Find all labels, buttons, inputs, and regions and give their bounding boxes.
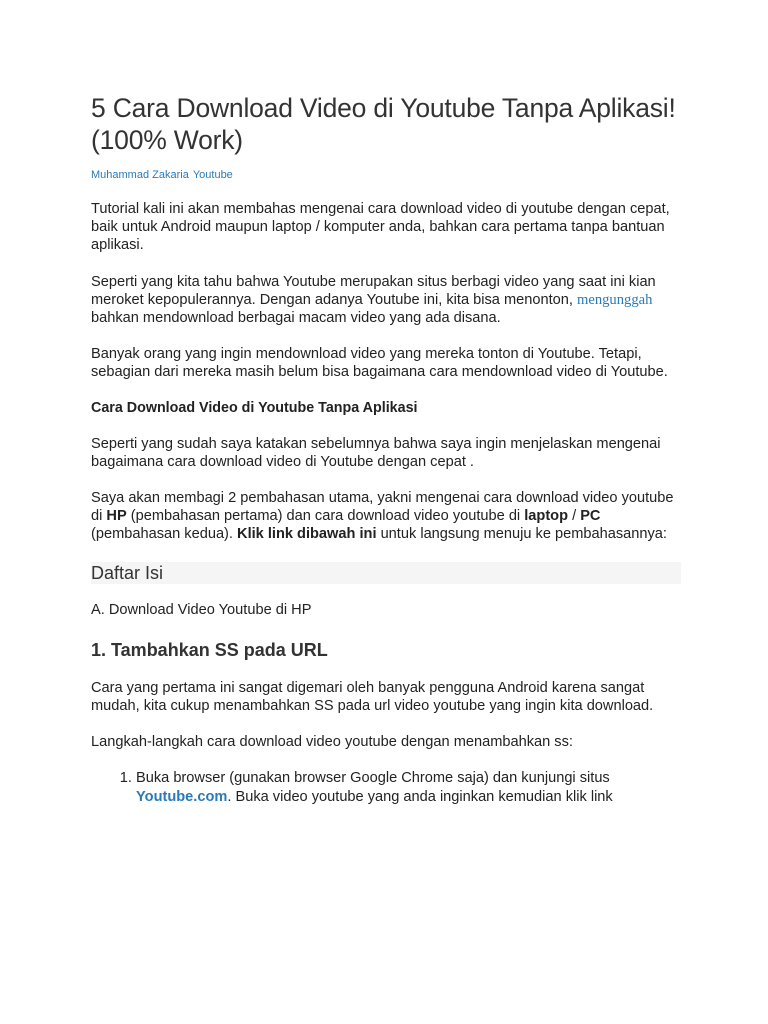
paragraph-4: Seperti yang sudah saya katakan sebelumnya bahwa saya ingin menjelaskan mengenai bagaimana cara download video di Youtube dengan cepat . (91, 435, 661, 470)
subheading: Cara Download Video di Youtube Tanpa Aplikasi (91, 399, 418, 416)
category-link[interactable]: Youtube (192, 169, 233, 181)
p5-bold-hp: HP (106, 508, 127, 525)
article-title: 5 Cara Download Video di Youtube Tanpa Aplikasi! (100% Work) (91, 93, 676, 155)
p5-text-3: / (568, 508, 581, 525)
p5-bold-click: Klik link dibawah ini (237, 526, 377, 543)
p5-text-5: untuk langsung menuju ke pembahasannya: (376, 526, 667, 543)
paragraph-2-text-end: bahkan mendownload berbagai macam video yang ada disana. (91, 310, 501, 327)
paragraph-2 (91, 273, 681, 328)
table-of-contents-header[interactable]: Daftar Isi (91, 562, 681, 584)
article-meta (91, 168, 681, 182)
section-heading: 1. Tambahkan SS pada URL (91, 639, 328, 660)
author-link[interactable]: Muhammad Zakaria (91, 169, 189, 181)
paragraph-2-text: Seperti yang kita tahu bahwa Youtube merupakan situs berbagi video yang saat ini kian meroket kepopulerannya. Dengan adanya Youtube ini, kita bisa menonton, (91, 273, 656, 308)
paragraph-7: Langkah-langkah cara download video youtube dengan menambahkan ss: (91, 734, 573, 751)
list-item (136, 769, 681, 805)
paragraph-6: Cara yang pertama ini sangat digemari oleh banyak pengguna Android karena sangat mudah, kita cukup menambahkan SS pada url video youtube yang ingin kita download. (91, 679, 654, 715)
youtube-link[interactable]: Youtube.com (136, 788, 228, 805)
intro-paragraph: Tutorial kali ini akan membahas mengenai cara download video di youtube dengan cepat, baik untuk Android maupun laptop / komputer anda, bahkan cara pertama tanpa bantuan aplikasi. (91, 201, 670, 254)
p5-text-1: Saya akan membagi 2 pembahasan utama, yakni mengenai cara download video youtube di (91, 490, 674, 525)
p5-bold-pc: PC (580, 508, 601, 525)
steps-list (91, 769, 681, 805)
p5-text-2: (pembahasan pertama) dan cara download video youtube di (126, 508, 525, 525)
mengunggah-link[interactable]: mengunggah (577, 291, 653, 308)
article-body (91, 92, 681, 806)
step-1-text: Buka browser (gunakan browser Google Chrome saja) dan kunjungi situs (136, 770, 610, 787)
p5-bold-laptop: laptop (524, 508, 569, 525)
p5-text-4: (pembahasan kedua). (91, 526, 238, 543)
toc-item[interactable]: A. Download Video Youtube di HP (91, 601, 312, 618)
paragraph-3: Banyak orang yang ingin mendownload video yang mereka tonton di Youtube. Tetapi, sebagian dari mereka masih belum bisa bagaimana cara mendownload video di Youtube. (91, 346, 668, 381)
step-1-text-end: . Buka video youtube yang anda inginkan kemudian klik link (227, 788, 613, 805)
paragraph-5 (91, 489, 681, 544)
